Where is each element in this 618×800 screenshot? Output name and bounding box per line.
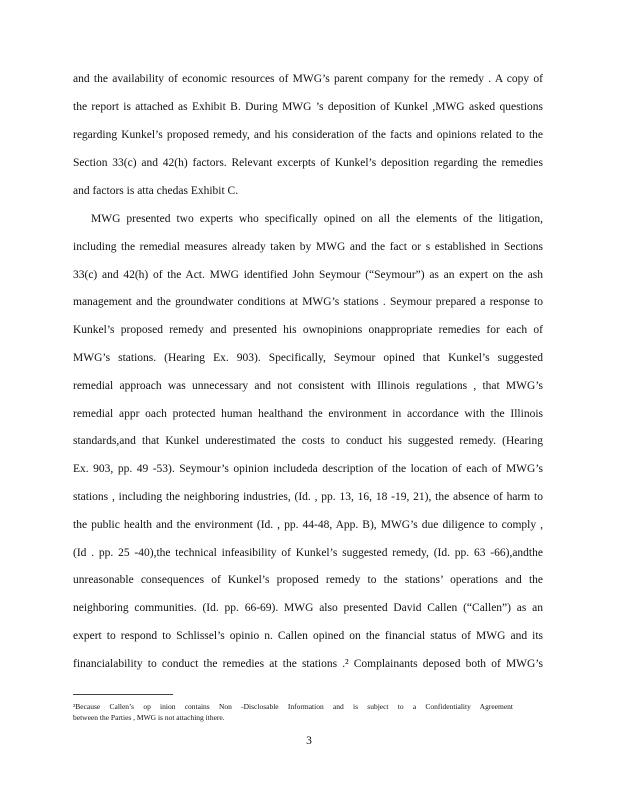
body-line: the public health and the environment (Id. , pp. 44-48, App. B), MWG’s due diligence to comply , xyxy=(73,519,543,531)
footnote-line: ²Because Callen’s op inion contains Non -Disclosable Information and is subject to a Confidentiality Agreement xyxy=(73,702,513,711)
body-line: the report is attached as Exhibit B. During MWG ’s deposition of Kunkel ,MWG asked questions xyxy=(73,101,543,113)
body-line: and the availability of economic resources of MWG’s parent company for the remedy . A copy of xyxy=(73,73,543,85)
body-line: unreasonable consequences of Kunkel’s proposed remedy to the stations’ operations and the xyxy=(73,574,543,586)
body-line: Section 33(c) and 42(h) factors. Relevant excerpts of Kunkel’s deposition regarding the remedies xyxy=(73,157,543,169)
body-line: financialability to conduct the remedies at the stations .² Complainants deposed both of MWG’s xyxy=(73,658,543,670)
footnote-separator xyxy=(73,694,173,695)
body-line: MWG’s stations. (Hearing Ex. 903). Specifically, Seymour opined that Kunkel’s suggested xyxy=(73,352,543,364)
body-line: standards,and that Kunkel underestimated the costs to conduct his suggested remedy. (Hearing xyxy=(73,435,543,447)
body-line: neighboring communities. (Id. pp. 66-69). MWG also presented David Callen (“Callen”) as an xyxy=(73,602,543,614)
paragraph-first-line: MWG presented two experts who specifically opined on all the elements of the litigation, xyxy=(91,213,543,225)
body-line: stations , including the neighboring industries, (Id. , pp. 13, 16, 18 -19, 21), the absence of harm to xyxy=(73,491,543,503)
body-line: remedial approach was unnecessary and not consistent with Illinois regulations , that MWG’s xyxy=(73,380,543,392)
body-line: remedial appr oach protected human healthand the environment in accordance with the Illinois xyxy=(73,408,543,420)
body-line: and factors is atta chedas Exhibit C. xyxy=(73,185,239,197)
body-line: Kunkel’s proposed remedy and presented his ownopinions onappropriate remedies for each of xyxy=(73,324,543,336)
body-line: regarding Kunkel’s proposed remedy, and his consideration of the facts and opinions related to the xyxy=(73,129,543,141)
body-line: (Id . pp. 25 -40),the technical infeasibility of Kunkel’s suggested remedy, (Id. pp. 63 -66),andthe xyxy=(73,547,543,559)
body-line: 33(c) and 42(h) of the Act. MWG identified John Seymour (“Seymour”) as an expert on the ash xyxy=(73,269,543,281)
body-line: management and the groundwater conditions at MWG’s stations . Seymour prepared a response to xyxy=(73,296,543,308)
footnote-line: between the Parties , MWG is not attaching ithere. xyxy=(73,713,225,722)
body-line: expert to respond to Schlissel’s opinio n. Callen opined on the financial status of MWG and its xyxy=(73,630,543,642)
page-number: 3 xyxy=(306,735,312,747)
body-line: Ex. 903, pp. 49 -53). Seymour’s opinion includeda description of the location of each of MWG’s xyxy=(73,463,543,475)
body-line: including the remedial measures already taken by MWG and the fact or s established in Sections xyxy=(73,241,543,253)
